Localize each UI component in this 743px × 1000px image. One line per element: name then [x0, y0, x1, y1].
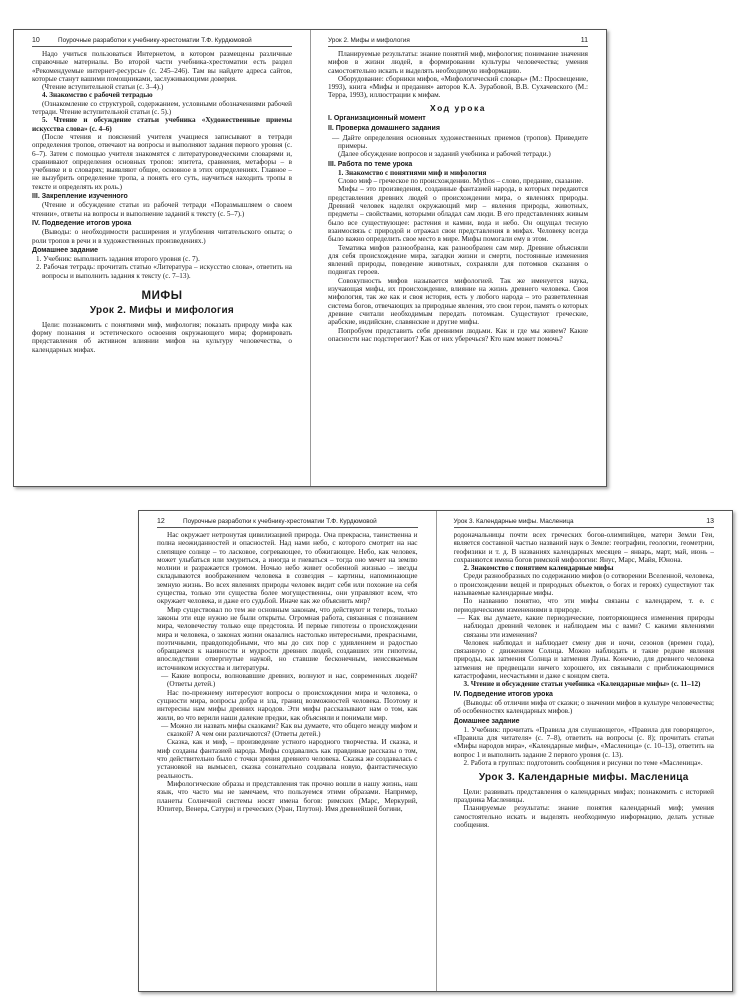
- paragraph: родоначальницы почти всех греческих богов-олимпийцев, матери Земли Геи, является составной частью названий наук о Земле: географии, геологии, геометрии, геофизики и т. д. В названиях календарных месяцев – январь, март, май, июнь – сохраняются имена богов римской мифологии: Янус, Марс, Майя, Юнона.: [453, 531, 714, 564]
- paragraph: (Выводы: об отличии мифа от сказки; о значении мифов в культуре человечества; об особенностях календарных мифов.): [453, 698, 714, 716]
- paragraph: III. Закрепление изученного: [32, 193, 128, 201]
- paragraph: Планируемые результаты: знание понятий миф, мифология; понимание значения мифов в жизни людей, в формировании культуры человечества; умения самостоятельно искать и выделять необходимую информацию.: [328, 50, 588, 75]
- page-body: [32, 50, 292, 482]
- running-title: Урок 3. Календарные мифы. Масленица: [453, 518, 574, 525]
- paragraph: II. Проверка домашнего задания: [328, 125, 440, 133]
- paragraph: Оборудование: сборники мифов, «Мифологический словарь» (М.: Просвещение, 1993), книга «Мифы и предания» авторов К.А. Зурабовой, В.В. Сухачевского (М.: Терра, 1993), иллюстрации к мифам.: [328, 74, 588, 100]
- paragraph: 1. Учебник: выполнить задания второго уровня (с. 7).: [36, 255, 200, 264]
- page-10: [14, 30, 311, 486]
- paragraph: Нас окружает нетронутая цивилизацией природа. Она прекрасна, таинственна и полна неожиданностей и опасностей. Над нами небо, с которого смотрит на нас слепящее солнце – то ласковое, согревающее, то обжигающее. Небо, как человек, может улыбаться или хмуриться, а иногда и гневаться – тогда оно мечет на землю молнии и разражается громом. Ночью небо живет особенной жизнью – звезды складываются воображением человека в созвездия – картины, напоминающие земную жизнь. Во всех явлениях природы человек видит себя или похожие на себя существа, только эти существа более могущественны, они управляют всем, что окружает человека, и даже его судьбой. Иначе как же объяснить мир?: [157, 531, 418, 606]
- running-title: Поурочные разработки к учебнику-хрестоматии Т.Ф. Курдюмовой: [183, 518, 377, 525]
- paragraph: Слово миф – греческое по происхождению. Mythos – слово, предание, сказание.: [338, 177, 584, 186]
- paragraph: Мир существовал по тем же основным законам, что действуют и теперь, только законы эти еще нужно не были открыты. Огромная работа, связанная с познанием мира, человечеству только еще предстояла. И первые гипотезы о происхождении мира и человека, о законах жизни оказались настолько интересными, прекрасными, поэтичными, правдоподобными, что мы до сих пор с удивлением и радостью обращаемся к наивности и мудрости древних людей, создавших эти гипотезы, впоследствии отвергнутые наукой, но ставшие бесконечным, неиссякаемым источником искусства и литературы.: [157, 605, 418, 672]
- paragraph: III. Работа по теме урока: [328, 160, 413, 168]
- paragraph: Человек наблюдал и наблюдает смену дня и ночи, сезонов (времен года), связанную с движением Солнца. Можно наблюдать и такие редкие явления природы, как затмения Солнца и затмения Луны. Конечно, для древнего человека затмения не предвещали ничего хорошего, их связывали с приближающимися катастрофами, несчастьями и даже с концом света.: [453, 638, 714, 681]
- paragraph: Домашнее задание: [453, 717, 520, 725]
- paragraph: Мифы – это произведения, созданные фантазией народа, в которых передаются представления древних людей о происхождении мира, о явлениях природы. Древний человек наделял окружающий мир – явления природы, животных, предметы – свойствами, которыми обладал сам люди. В его представлениях живым было все существующее: растения и камни, вода и небо. Он ощущал тесную взаимосвязь с природой и отражал свои представления в мифах. Человеку всегда было важно определить свое место в мире. Мифы помогали ему в этом.: [328, 185, 588, 244]
- paragraph: 2. Знакомство с понятием календарные мифы: [463, 564, 614, 573]
- paragraph: Нас по-прежнему интересуют вопросы о происхождении мира и человека, о сущности мира, вопросы добра и зла, границ возможностей человека. Поэтому и интересны нам мифы древних народов. Эти мифы рассказывают нам о том, как жили, во что верили наши далекие предки, как объясняли и понимали мир.: [157, 688, 418, 722]
- paragraph: (Чтение и обсуждение статьи из рабочей тетради «Поразмышляем о своем чтении», ответы на вопросы и выполнение заданий к тексту (с. 5–7).): [32, 201, 292, 218]
- page-number: 10: [32, 37, 40, 44]
- paragraph: Тематика мифов разнообразна, как разнообразен сам мир. Древние объясняли для себя происхождение мира, загадки жизни и смерти, постоянные изменения явлений природы, поведение животных, сохраняли для потомков сказания о подвигах героев.: [328, 243, 588, 277]
- page-number: 12: [157, 518, 165, 525]
- paragraph: 2. Работа в группах: подготовить сообщения и рисунки по теме «Масленица».: [463, 759, 703, 768]
- paragraph: (Чтение вступительной статьи (с. 3–4).): [42, 83, 164, 92]
- paragraph: 1. Учебник: прочитать «Правила для слушающего», «Правила для говорящего», «Правила для читателя» (с. 7–8), ответить на вопросы (с. 8); прочитать статьи «Мифы народов мира», «Календарные мифы», «Масленица» (с. 10–13), ответить на вопрос 1 и выполнить задание 2 первого уровня (с. 13).: [453, 725, 714, 759]
- running-title: Поурочные разработки к учебнику-хрестоматии Т.Ф. Курдюмовой: [58, 37, 252, 44]
- paragraph: По названию понятно, что эти мифы связаны с календарем, т. е. с периодическими изменениями в природе.: [453, 597, 714, 614]
- paragraph: 1. Знакомство с понятиями миф и мифология: [338, 168, 487, 177]
- paragraph: МИФЫ: [141, 290, 183, 303]
- paragraph: Урок 3. Календарные мифы. Масленица: [478, 772, 689, 784]
- paragraph: Домашнее задание: [32, 246, 99, 254]
- page-11: [310, 30, 606, 486]
- page-body: [328, 50, 588, 482]
- running-header: [157, 516, 418, 528]
- paragraph: — Как вы думаете, какие периодические, повторяющиеся изменения природы наблюдал древний человек и наблюдаем мы с вами? С какими явлениями связаны эти изменения?: [457, 613, 714, 639]
- paragraph: I. Организационный момент: [328, 115, 426, 123]
- page-number: 11: [580, 37, 588, 44]
- paragraph: Ход урока: [430, 102, 486, 113]
- paragraph: IV. Подведение итогов урока: [32, 219, 132, 227]
- running-header: [454, 516, 715, 528]
- page-12: [139, 511, 437, 991]
- paragraph: Сказка, как и миф, – произведение устного народного творчества. И сказка, и миф созданы фантазией народа. Мифы создавались как правдивые рассказы о том, что действительно было с точки зрения древнего человека. Сказка же создавалась с установкой на вымысел, сказка сознательно создавала новую, фантастическую реальность.: [157, 738, 418, 780]
- running-header: [32, 35, 292, 47]
- paragraph: — Какие вопросы, волновавшие древних, волнуют и нас, современных людей? (Ответы детей.): [161, 672, 418, 689]
- paragraph: — Можно ли назвать мифы сказками? Как вы думаете, что общего между мифом и сказкой? А чем они различаются? (Ответы детей.): [161, 721, 418, 739]
- page-body: [157, 531, 418, 987]
- paragraph: (Выводы: о необходимости расширения и углубления читательского опыта; о роли тропов в речи и в художественных произведениях.): [32, 228, 292, 245]
- paragraph: 3. Чтение и обсуждение статьи учебника «Календарные мифы» (с. 11–12): [463, 680, 701, 689]
- paragraph: Среди разнообразных по содержанию мифов (о сотворении Вселенной, человека, о происхождении вещей и природных объектов, о богах и героях) существуют так называемые календарные мифы.: [453, 572, 714, 598]
- page-13: [436, 511, 733, 991]
- paragraph: Мифологические образы и представления так прочно вошли в нашу жизнь, наш язык, что часто мы не замечаем, что пользуемся этими образами. Например, планеты Солнечной системы носят имена богов: римских (Марс, Меркурий, Юпитер, Венера, Сатурн) и греческих (Уран, Плутон). Имя древнейшей богини,: [157, 779, 418, 813]
- running-title: Урок 2. Мифы и мифология: [328, 37, 410, 44]
- book-spread-pages-10-11: [13, 29, 607, 487]
- paragraph: (Далее обсуждение вопросов и заданий учебника и рабочей тетради.): [338, 150, 551, 159]
- paragraph: Совокупность мифов называется мифологией. Так же именуется наука, изучающая мифы, их происхождение, влияние на жизнь древнего человека. Своя мифология, так же как и своя история, есть у любого народа – это разветвленная система богов, отвечающих за природные явления, это свои герои, память о которых древние считали необходимым передать потомкам. Существуют греческие, арабские, индийские, славянские и другие мифы.: [328, 276, 588, 327]
- page-number: 13: [706, 518, 714, 525]
- paragraph: — Дайте определения основных художественных приемов (тропов). Приведите примеры.: [332, 133, 588, 150]
- paragraph: Попробуем представить себя древними людьми. Как и где мы живем? Какие опасности нас подстерегают? Как от них уберечься? Кто нам может помочь?: [328, 326, 588, 343]
- book-spread-pages-12-13: [138, 510, 733, 992]
- paragraph: (После чтения и пояснений учителя учащиеся записывают в тетради определения тропов, отвечают на вопросы и выполняют задания первого уровня (с. 6–7). Затем с помощью учителя знакомятся с литературоведческими словарями и, сравнивают определения основных тропов: эпитета, сравнения, метафоры – в учебнике и в словарях; выявляют общее, основное в этих определениях. Главное – не вызубрить определение тропа, а понять его суть, научиться находить тропы в тексте и определять их роль.): [32, 132, 292, 191]
- paragraph: Цели: познакомить с понятиями миф, мифология; показать природу мифа как форму познания и эстетического освоения окружающего мира; формировать представления об активном влиянии мифов на культуру человечества, о календарных мифах.: [32, 320, 292, 354]
- paragraph: 5. Чтение и обсуждение статьи учебника «Художественные приемы искусства слова» (с. 4–6): [32, 116, 292, 133]
- paragraph: (Ознакомление со структурой, содержанием, условными обозначениями рабочей тетради. Чтение вступительной статьи (с. 5).): [32, 99, 292, 117]
- paragraph: 2. Рабочая тетрадь: прочитать статью «Литература – искусство слова», ответить на вопросы и выполнить задания к тексту (с. 7–13).: [36, 263, 292, 280]
- running-header: [328, 35, 588, 47]
- page-body: [454, 531, 715, 987]
- paragraph: 4. Знакомство с рабочей тетрадью: [42, 91, 153, 100]
- paragraph: Надо учиться пользоваться Интернетом, в котором размещены различные справочные материалы. Во второй части учебника-хрестоматии есть раздел «Рекомендуемые интернет-ресурсы» (с. 245–246). Там вы найдете адреса сайтов, которые станут вашими помощниками, заслуживающими доверия.: [32, 50, 292, 83]
- paragraph: IV. Подведение итогов урока: [453, 690, 553, 698]
- paragraph: Цели: развивать представления о календарных мифах; познакомить с историей праздника Масленицы.: [453, 787, 714, 804]
- paragraph: Планируемые результаты: знание понятия календарный миф; умения самостоятельно искать и выделять необходимую информацию, делать устные сообщения.: [453, 804, 714, 829]
- paragraph: Урок 2. Мифы и мифология: [89, 305, 235, 317]
